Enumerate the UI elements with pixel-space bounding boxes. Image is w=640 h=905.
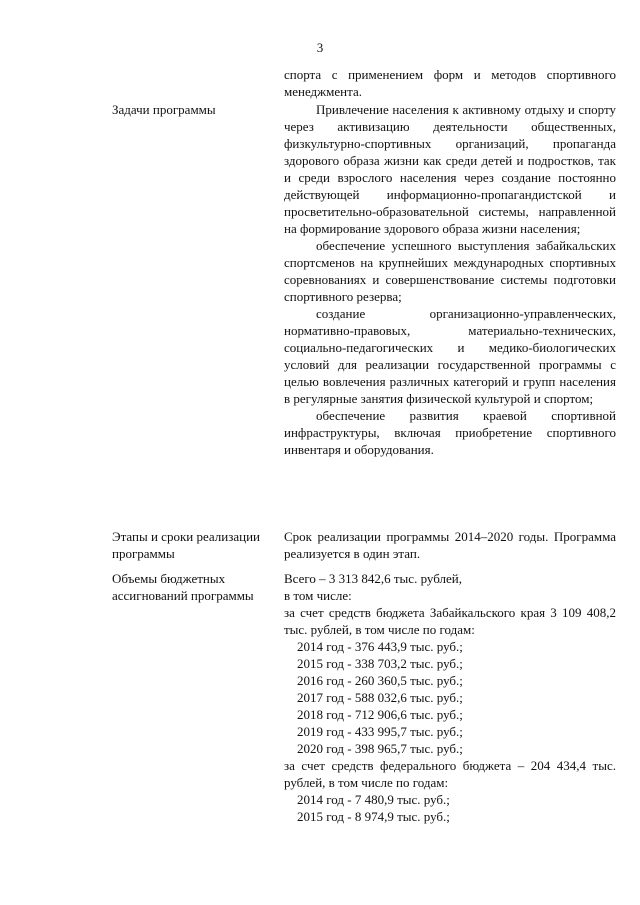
continuation-text: спорта с применением форм и методов спортивного менеджмента.: [284, 67, 616, 99]
stages-content: [284, 528, 616, 562]
regional-year-item: 2020 год - 398 965,7 тыс. руб.;: [297, 741, 463, 756]
regional-year-item: 2018 год - 712 906,6 тыс. руб.;: [297, 707, 463, 722]
tasks-content: [284, 101, 616, 458]
regional-year-item: 2016 год - 260 360,5 тыс. руб.;: [297, 673, 463, 688]
regional-year-item: 2015 год - 338 703,2 тыс. руб.;: [297, 656, 463, 671]
stages-text: Срок реализации программы 2014–2020 годы. Программа реализуется в один этап.: [284, 529, 616, 561]
continuation-content: [284, 66, 616, 100]
task-paragraph: обеспечение развития краевой спортивной инфраструктуры, включая приобретение спортивного инвентаря и оборудования.: [284, 408, 616, 457]
page-number: 3: [316, 40, 324, 55]
tasks-label: Задачи программы: [112, 102, 216, 117]
federal-budget-intro: за счет средств федерального бюджета – 204 434,4 тыс. рублей, в том числе по годам:: [284, 758, 616, 790]
budget-content: [284, 570, 616, 825]
stages-label: Этапы и сроки реализации программы: [112, 529, 260, 561]
regional-budget-intro: за счет средств бюджета Забайкальского края 3 109 408,2 тыс. рублей, в том числе по годам:: [284, 605, 616, 637]
federal-year-item: 2014 год - 7 480,9 тыс. руб.;: [297, 792, 450, 807]
regional-year-item: 2014 год - 376 443,9 тыс. руб.;: [297, 639, 463, 654]
task-paragraph: Привлечение населения к активному отдыху и спорту через активизацию деятельности общественных, физкультурно-спортивных организаций, пропаганда здорового образа жизни как среди детей и подростков, так и среди взрослого населения через создание постоянно действующей информационно-пропагандистской и просветительно-образовательной системы, направленной на формирование здорового образа жизни населения;: [284, 102, 616, 236]
regional-year-item: 2019 год - 433 995,7 тыс. руб.;: [297, 724, 463, 739]
budget-including: в том числе:: [284, 588, 352, 603]
regional-year-item: 2017 год - 588 032,6 тыс. руб.;: [297, 690, 463, 705]
federal-year-item: 2015 год - 8 974,9 тыс. руб.;: [297, 809, 450, 824]
task-paragraph: обеспечение успешного выступления забайкальских спортсменов на крупнейших международных спортивных соревнованиях и совершенствование системы подготовки спортивного резерва;: [284, 238, 616, 304]
task-paragraph: создание организационно-управленческих, нормативно-правовых, материально-технических, социально-педагогических и медико-биологических условий для реализации государственной программы с целью вовлечения различных категорий и групп населения в регулярные занятия физической культурой и спортом;: [284, 306, 616, 406]
budget-total: Всего – 3 313 842,6 тыс. рублей,: [284, 571, 462, 586]
budget-label: Объемы бюджетных ассигнований программы: [112, 571, 254, 603]
